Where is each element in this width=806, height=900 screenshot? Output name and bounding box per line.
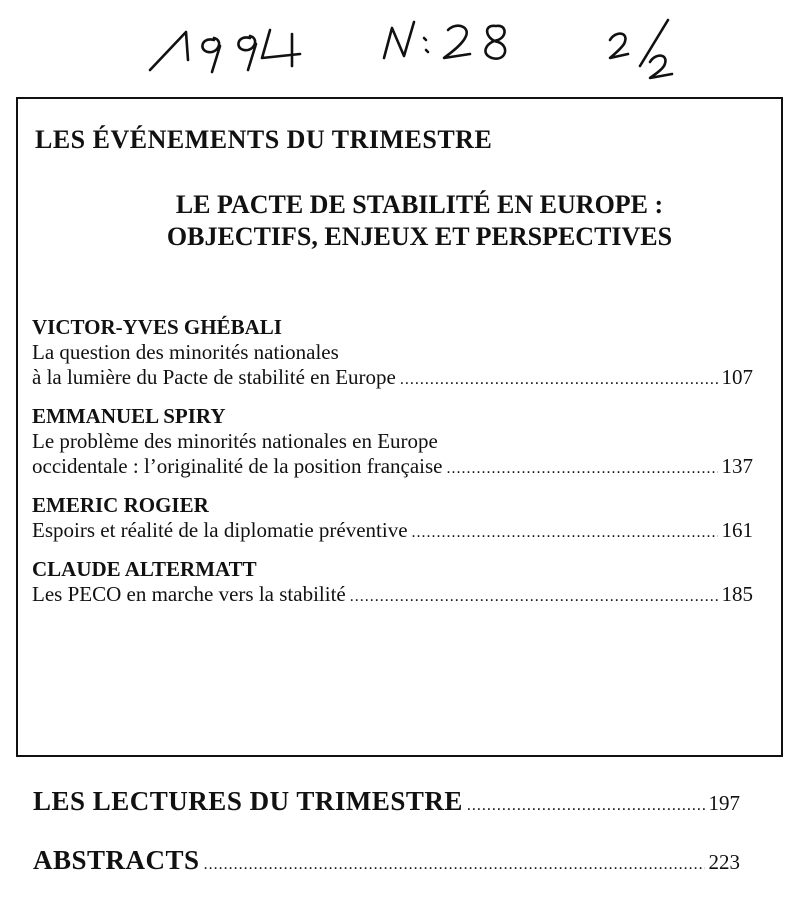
article-title-row xyxy=(32,518,753,545)
dot-leader xyxy=(467,797,705,815)
dot-leader xyxy=(412,520,718,545)
article-title-last-line: Les PECO en marche vers la stabilité xyxy=(32,582,346,606)
handwriting-strokes xyxy=(0,0,806,90)
article-author: VICTOR-YVES GHÉBALI xyxy=(32,315,282,339)
article-page-number: 185 xyxy=(721,582,753,606)
article-title-row xyxy=(32,365,753,392)
main-title-line-1: LE PACTE DE STABILITÉ EN EUROPE : xyxy=(175,190,664,219)
handwritten-annotation xyxy=(0,0,806,90)
article-title-row xyxy=(32,454,753,481)
article-title-line: Le problème des minorités nationales en Europe xyxy=(32,429,438,453)
toc-entry-page-number: 197 xyxy=(708,791,740,815)
article-title-last-line: occidentale : l’originalité de la position française xyxy=(32,454,443,478)
dot-leader xyxy=(447,456,718,481)
article-author: CLAUDE ALTERMATT xyxy=(32,557,257,581)
dot-leader xyxy=(350,584,718,609)
dot-leader xyxy=(400,367,718,392)
article-title-row xyxy=(32,582,753,609)
table-of-contents-box xyxy=(16,97,783,757)
toc-entry-label: LES LECTURES DU TRIMESTRE xyxy=(33,786,463,816)
article-title-last-line: à la lumière du Pacte de stabilité en Europe xyxy=(32,365,396,389)
article-author: EMMANUEL SPIRY xyxy=(32,404,226,428)
article-entry[interactable] xyxy=(32,557,753,609)
main-title xyxy=(18,189,781,253)
article-list xyxy=(32,315,753,621)
toc-entry-page-number: 223 xyxy=(708,850,740,874)
article-page-number: 161 xyxy=(721,518,753,542)
article-entry[interactable] xyxy=(32,315,753,392)
article-title-last-line: Espoirs et réalité de la diplomatie préventive xyxy=(32,518,408,542)
article-page-number: 137 xyxy=(721,454,753,478)
article-entry[interactable] xyxy=(32,493,753,545)
toc-entry-lectures[interactable] xyxy=(33,786,740,817)
toc-entry-label: ABSTRACTS xyxy=(33,845,200,875)
article-title-line: La question des minorités nationales xyxy=(32,340,339,364)
article-author: EMERIC ROGIER xyxy=(32,493,209,517)
article-entry[interactable] xyxy=(32,404,753,481)
dot-leader xyxy=(204,856,705,874)
article-page-number: 107 xyxy=(721,365,753,389)
main-title-line-2: OBJECTIFS, ENJEUX ET PERSPECTIVES xyxy=(166,222,673,251)
toc-entry-abstracts[interactable] xyxy=(33,845,740,876)
section-title: LES ÉVÉNEMENTS DU TRIMESTRE xyxy=(35,125,493,154)
